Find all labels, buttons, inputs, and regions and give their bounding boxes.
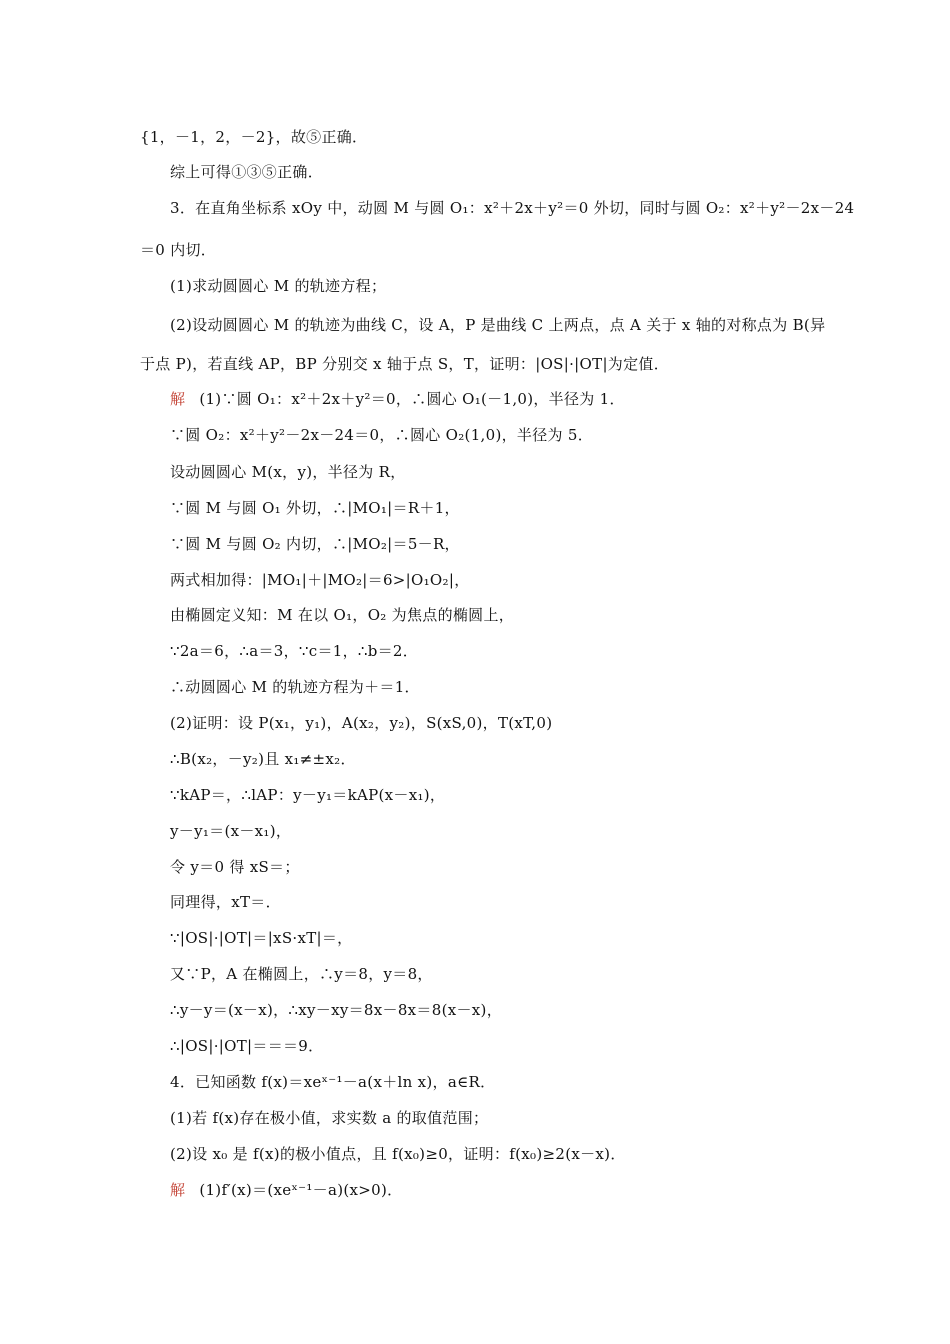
text-line: (2)设动圆圆心 M 的轨迹为曲线 C，设 A，P 是曲线 C 上两点，点 A 关于 x 轴的对称点为 B(异 — [170, 316, 826, 334]
text-span: (1)f′(x)＝(xeˣ⁻¹－a)(x>0)． — [199, 1181, 403, 1199]
text-line: ∵kAP＝，∴lAP：y－y₁＝kAP(x－x₁)， — [170, 786, 446, 804]
text-line: 综上可得①③⑤正确． — [170, 163, 324, 181]
text-line: (2)证明：设 P(x₁，y₁)，A(x₂，y₂)，S(xS,0)，T(xT,0) — [170, 714, 553, 732]
text-line: ∴B(x₂，－y₂)且 x₁≠±x₂． — [170, 750, 356, 768]
text-line: 于点 P)，若直线 AP，BP 分别交 x 轴于点 S，T，证明：|OS|·|OT|为定值． — [140, 355, 669, 373]
text-line: ∴|OS|·|OT|＝＝＝9． — [170, 1037, 324, 1055]
text-line: 由椭圆定义知：M 在以 O₁，O₂ 为焦点的椭圆上， — [170, 606, 515, 624]
solution-label: 解 — [170, 1181, 186, 1199]
text-line: ∵2a＝6，∴a＝3，∵c＝1，∴b＝2． — [170, 642, 419, 660]
problem-4-line: 4．已知函数 f(x)＝xeˣ⁻¹－a(x＋ln x)，a∈R． — [170, 1073, 496, 1091]
solution-line — [170, 389, 625, 409]
text-line: (1)若 f(x)存在极小值，求实数 a 的取值范围； — [170, 1109, 489, 1127]
solution-label: 解 — [170, 390, 186, 408]
text-line: (2)设 x₀ 是 f(x)的极小值点，且 f(x₀)≥0，证明：f(x₀)≥2(x－x)． — [170, 1145, 626, 1163]
text-line: 设动圆圆心 M(x，y)，半径为 R， — [170, 463, 406, 481]
text-line: (1)求动圆圆心 M 的轨迹方程； — [170, 277, 387, 295]
text-line: 又∵P，A 在椭圆上，∴y＝8，y＝8， — [170, 965, 433, 983]
text-line: ∴y－y＝(x－x)，∴xy－xy＝8x－8x＝8(x－x)， — [170, 1001, 502, 1019]
text-line: 令 y＝0 得 xS＝； — [170, 858, 300, 876]
text-line: y－y₁＝(x－x₁)， — [170, 822, 292, 840]
text-line: ∵|OS|·|OT|＝|xS·xT|＝， — [170, 929, 353, 947]
text-line: ＝0 内切． — [140, 241, 217, 259]
solution-line — [170, 1180, 402, 1200]
text-line: ∴动圆圆心 M 的轨迹方程为＋＝1． — [170, 678, 420, 696]
text-line: {1，－1，2，－2}，故⑤正确． — [140, 128, 368, 146]
text-line: 同理得，xT＝． — [170, 893, 281, 911]
problem-3-line: 3．在直角坐标系 xOy 中，动圆 M 与圆 O₁：x²＋2x＋y²＝0 外切，同时与圆 O₂：x²＋y²－2x－24 — [170, 199, 855, 217]
text-line: ∵圆 M 与圆 O₂ 内切，∴|MO₂|＝5－R， — [170, 535, 460, 553]
text-line: ∵圆 O₂：x²＋y²－2x－24＝0，∴圆心 O₂(1,0)，半径为 5． — [170, 426, 594, 444]
text-span: (1)∵圆 O₁：x²＋2x＋y²＝0，∴圆心 O₁(－1,0)，半径为 1． — [199, 390, 625, 408]
text-line: 两式相加得：|MO₁|＋|MO₂|＝6>|O₁O₂|， — [170, 571, 470, 589]
text-line: ∵圆 M 与圆 O₁ 外切，∴|MO₁|＝R＋1， — [170, 499, 460, 517]
